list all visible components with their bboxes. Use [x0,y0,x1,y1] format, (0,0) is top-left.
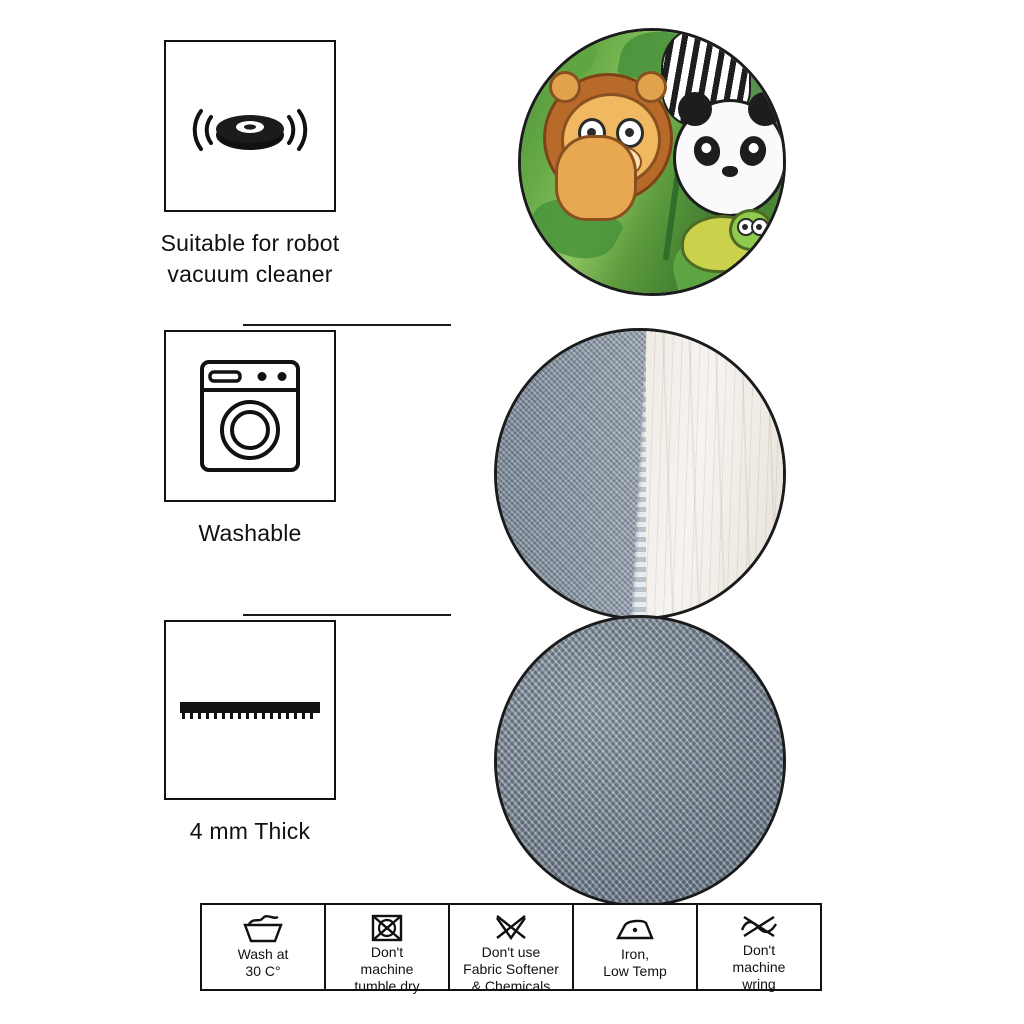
care-label-line1: Don't use [481,944,541,960]
care-label-no-wring [729,942,790,992]
care-label-line1: Iron, [620,946,649,962]
care-label-iron-low-temp [599,946,671,980]
turtle-eye-right [751,218,769,236]
care-label-line3: wring [742,975,776,992]
washing-machine-icon [190,354,310,478]
turtle-head [729,209,773,251]
panda-illustration [673,99,783,217]
care-label-line1: Don't [742,942,776,958]
care-label-line2: Fabric Softener [463,960,559,977]
rug-edge-on-wood-floor-photo [494,328,786,620]
wash-tub-30-icon [240,912,286,946]
cartoon-jungle-animals-rug-photo [518,28,786,296]
lion-ear-right [635,71,667,103]
care-item-iron-low-temp [572,903,698,991]
care-label-wash-30 [234,946,293,980]
panda-nose [722,166,738,177]
section-divider-1 [243,324,451,326]
feature-caption-1-line1: Suitable for robot [160,230,340,256]
feature-icon-column-1 [0,40,500,290]
rug-edge-scene [497,331,783,617]
care-label-no-fabric-softener [459,944,563,994]
no-tumble-dry-icon [369,912,405,944]
robot-vacuum-icon [185,91,315,161]
feature-caption-3-line1: 4 mm Thick [189,818,311,844]
wood-floor-surface [646,331,783,617]
panda-eye-left [691,134,723,169]
thickness-bar-icon [179,697,321,723]
no-fabric-softener-icon [491,912,531,944]
turtle-illustration [673,207,765,269]
rug-weave-texture-closeup-photo [494,615,786,907]
washing-machine-icon-box [164,330,336,502]
care-label-no-tumble-dry [350,944,423,994]
care-instruction-strip [200,903,822,994]
care-label-line3: tumble dry [354,977,420,994]
care-label-line2: Low Temp [603,962,667,979]
feature-caption-1-line2: vacuum cleaner [167,261,333,288]
care-item-wash-30 [200,903,326,991]
feature-caption-2 [198,518,301,549]
rug-surface [497,331,646,617]
feature-caption-2-line1: Washable [198,520,302,546]
feature-icon-column-2 [0,330,500,549]
lion-ear-left [549,71,581,103]
rug-weave-texture [497,618,783,904]
care-label-line3: & Chemicals [471,977,551,994]
feature-icon-column-3 [0,620,500,847]
panda-eye-right [737,134,769,169]
care-item-no-tumble-dry [324,903,450,994]
feature-caption-3 [190,816,310,847]
jungle-scene [521,31,783,293]
feature-caption-1 [161,228,340,290]
care-label-line1: Wash at [237,946,289,962]
care-item-no-fabric-softener [448,903,574,994]
lion-body [555,135,637,221]
care-item-no-wring [696,903,822,991]
care-label-line1: Don't [370,944,404,960]
robot-vacuum-icon-box [164,40,336,212]
section-divider-2 [243,614,451,616]
care-label-line2: 30 C° [245,962,281,979]
feature-row-robot-vacuum [0,40,1024,320]
no-wring-icon [736,912,782,942]
iron-low-temp-icon [613,912,657,946]
care-label-line2: machine [360,960,414,977]
care-label-line2: machine [732,958,786,975]
thickness-icon-box [164,620,336,800]
